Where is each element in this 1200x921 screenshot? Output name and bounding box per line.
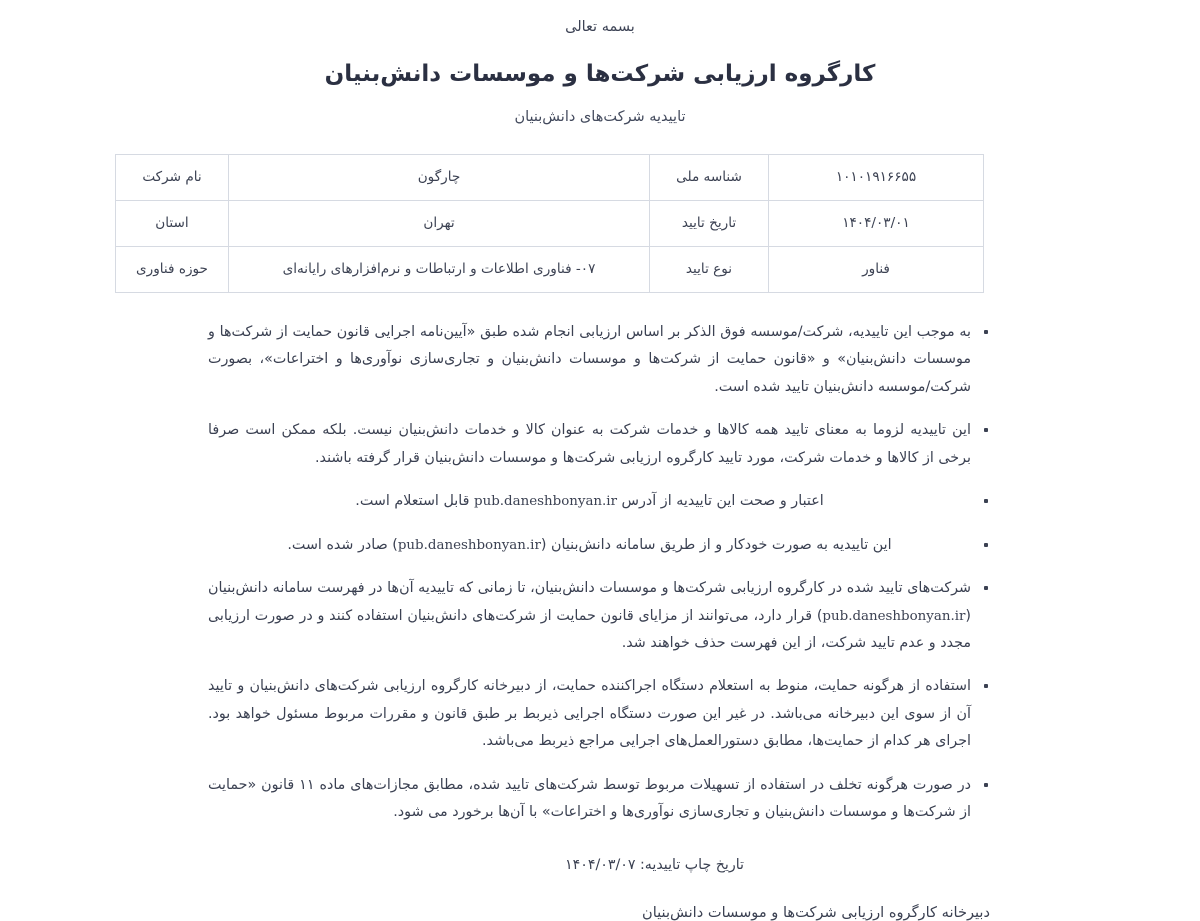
table-row [116,155,984,201]
portal-url-link[interactable]: pub.daneshbonyan.ir [397,537,541,553]
cell-approval-type-label: نوع تایید [650,247,769,293]
document-page [0,19,1200,921]
page-title: کارگروه ارزیابی شرکت‌ها و موسسات دانش‌بنیان [324,61,876,87]
cell-approval-type-value: فناور [769,247,984,293]
list-item [208,417,992,472]
company-info-table-body [116,155,984,293]
list-item [208,488,992,515]
cell-province-value: تهران [229,201,650,247]
page-subtitle: تاییدیه شرکت‌های دانش‌بنیان [514,109,686,125]
list-item [208,575,992,657]
bullet-text-1: به موجب این تاییدیه، شرکت/موسسه فوق الذکر بر اساس ارزیابی انجام شده طبق «آیین‌نامه اجرایی قانون حمایت از شرکت‌ها و موسسات دانش‌بنیان» و «قانون حمایت از شرکت‌ها و موسسات دانش‌بنیان و تجاری‌سازی نوآوری‌ها و اختراعات»، بصورت شرکت/موسسه دانش‌بنیان تایید شده است. [208,324,971,395]
print-date: تاریخ چاپ تاییدیه: ۱۴۰۴/۰۳/۰۷ [564,856,744,873]
bullet-text-4-prefix: این تاییدیه به صورت خودکار و از طریق سامانه دانش‌بنیان ( [540,536,892,553]
list-item [208,319,992,401]
bullet-text-5-suffix: ) قرار دارد، می‌توانند از مزایای قانون حمایت از شرکت‌های دانش‌بنیان استفاده کنند و در صورت ارزیابی مجدد و عدم تایید شرکت، از این فهرست حذف خواهند شد. [208,607,971,651]
portal-url-link[interactable]: pub.daneshbonyan.ir [474,494,617,510]
cell-tech-field-value: ۰۷- فناوری اطلاعات و ارتباطات و نرم‌افزارهای رایانه‌ای [229,247,650,293]
company-info-table [115,154,984,293]
bullet-text-6: استفاده از هرگونه حمایت، منوط به استعلام دستگاه اجراکننده حمایت، از دبیرخانه کارگروه ارزیابی شرکت‌های دانش‌بنیان و تایید آن از سوی این دبیرخانه می‌باشد. در غیر این صورت دستگاه اجرایی ذیربط بر طبق قانون و مقررات مربوط مسئول خواهد بود. اجرای هر کدام از حمایت‌ها، مطابق دستورالعمل‌های اجرایی مراجع ذیربط می‌باشد. [208,678,971,750]
terms-list [208,319,992,827]
portal-url-link[interactable]: pub.daneshbonyan.ir [822,608,966,624]
cell-national-id-value: ۱۰۱۰۱۹۱۶۶۵۵ [769,155,984,201]
bullet-text-5-prefix: شرکت‌های تایید شده در کارگروه ارزیابی شرکت‌ها و موسسات دانش‌بنیان، تا زمانی که تاییدیه آن‌ها در فهرست سامانه دانش‌بنیان ( [208,580,971,624]
bullet-text-7: در صورت هرگونه تخلف در استفاده از تسهیلات مربوط توسط شرکت‌های تایید شده، مطابق مجازات‌های ماده ۱۱ قانون «حمایت از شرکت‌ها و موسسات دانش‌بنیان و تجاری‌سازی نوآوری‌ها و اختراعات» با آن‌ها برخورد می شود. [208,776,971,821]
secretariat-name: دبیرخانه کارگروه ارزیابی شرکت‌ها و موسسات دانش‌بنیان [641,903,990,921]
cell-national-id-label: شناسه ملی [650,155,769,201]
table-row [116,247,984,293]
list-item [208,673,992,755]
bullet-text-2: این تاییدیه لزوما به معنای تایید همه کالاها و خدمات شرکت به عنوان کالا و خدمات دانش‌بنیان نیست. بلکه ممکن است صرفا برخی از کالاها و خدمات شرکت، مورد تایید کارگروه ارزیابی شرکت‌ها و موسسات دانش‌بنیان قرار گرفته باشند. [208,422,971,466]
cell-tech-field-label: حوزه فناوری [116,247,229,293]
bismillah-line: بسمه تعالی [565,19,635,35]
cell-approval-date-value: ۱۴۰۴/۰۳/۰۱ [769,201,984,247]
cell-company-name-label: نام شرکت [116,155,229,201]
cell-approval-date-label: تاریخ تایید [650,201,769,247]
document-footer [208,857,992,921]
bullet-text-3-suffix: قابل استعلام است. [355,493,474,510]
company-info-table-wrap [136,154,984,293]
bullet-text-4-suffix: ) صادر شده است. [287,536,398,553]
bullet-text-3-prefix: اعتبار و صحت این تاییدیه از آدرس [617,493,824,510]
list-item [208,532,992,559]
list-item [208,772,992,827]
table-row [116,201,984,247]
cell-company-name-value: چارگون [229,155,650,201]
cell-province-label: استان [116,201,229,247]
